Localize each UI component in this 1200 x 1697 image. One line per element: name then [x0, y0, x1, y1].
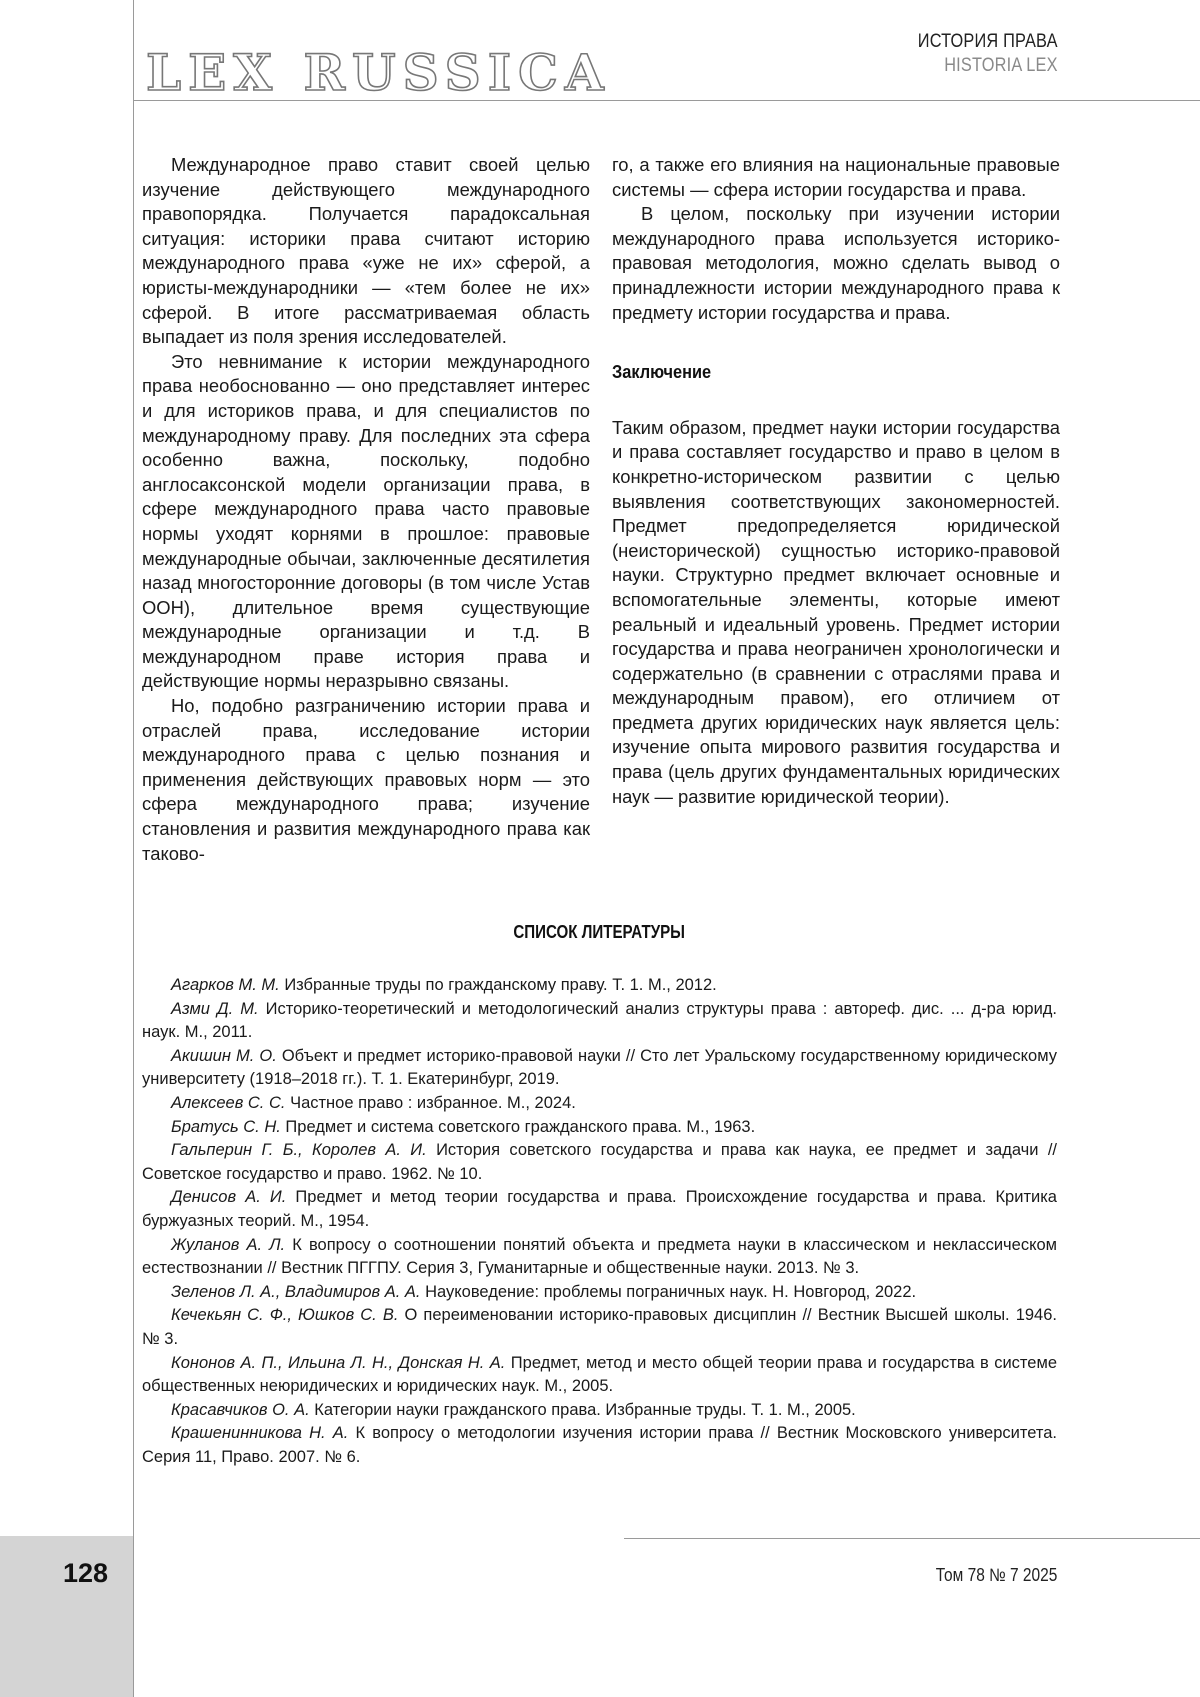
- reference-text: Избранные труды по гражданскому праву. Т. 1. М., 2012.: [284, 976, 717, 994]
- reference-authors: Акишин М. О.: [171, 1046, 277, 1065]
- reference-text: Частное право : избранное. М., 2024.: [290, 1093, 576, 1112]
- right-column: [612, 153, 1060, 809]
- reference-authors: Азми Д. М.: [171, 999, 259, 1018]
- reference-authors: Кечекьян С. Ф., Юшков С. В.: [171, 1306, 399, 1325]
- conclusion-heading: Заключение: [612, 361, 712, 383]
- reference-authors: Кононов А. П., Ильина Л. Н., Донская Н. А.: [171, 1353, 506, 1372]
- reference-text: Объект и предмет историко-правовой науки // Сто лет Уральскому государственному юридическому университету (1918–2018 гг.). Т. 1. Екатеринбург, 2019.: [142, 1046, 1058, 1089]
- running-header: [918, 30, 1058, 78]
- references-list: [142, 974, 1057, 1469]
- reference-item: [142, 1399, 1057, 1423]
- reference-item: [142, 1116, 1057, 1140]
- reference-item: [142, 1281, 1057, 1305]
- reference-item: [142, 1045, 1057, 1092]
- references-title-text: СПИСОК ЛИТЕРАТУРЫ: [513, 922, 686, 942]
- page-number: 128: [63, 1558, 109, 1588]
- reference-item: [142, 1304, 1057, 1351]
- reference-authors: Братусь С. Н.: [171, 1117, 281, 1136]
- journal-issue: Том 78 № 7 2025: [935, 1565, 1057, 1585]
- reference-authors: Жуланов А. Л.: [171, 1235, 286, 1254]
- reference-authors: Гальперин Г. Б., Королев А. И.: [171, 1141, 427, 1160]
- reference-text: Категории науки гражданского права. Избранные труды. Т. 1. М., 2005.: [314, 1400, 856, 1419]
- reference-text: Науковедение: проблемы пограничных наук. Н. Новгород, 2022.: [425, 1282, 917, 1301]
- body-paragraph: В целом, поскольку при изучении истории международного права используется историко-правовая методология, можно сделать вывод о принадлежности истории международного права к предмету истории государства и права.: [612, 203, 1060, 323]
- body-paragraph: Это невнимание к истории международного права необоснованно — оно представляет интерес и для историков права, и для специалистов по международному праву. Для последних эта сфера особенно важна, поскольку, подобно англосаксонской модели организации права, в сфере международного права часто правовые нормы уходят корнями в прошлое: правовые международные обычаи, заключенные десятилетия назад многосторонние договоры (в том числе Устав ООН), длительное время существующие международные организации и т.д. В международном праве история права и действующие нормы неразрывно связаны.: [142, 350, 590, 692]
- reference-text: К вопросу о методологии изучения истории права // Вестник Московского университета. Серия 11, Право. 2007. № 6.: [142, 1424, 1057, 1466]
- body-paragraph-continuation: го, а также его влияния на национальные правовые системы — сфера истории государства и права.: [612, 154, 1060, 200]
- body-paragraph: Международное право ставит своей целью изучение действующего международного правопорядка. Получается парадоксальная ситуация: историки права считают историю международного права «уже не их» сферой, а юристы-международники — «тем более не их» сферой. В итоге рассматриваемая область выпадает из поля зрения исследователей.: [142, 154, 590, 348]
- references-title: [142, 922, 1057, 943]
- reference-authors: Агарков М. М.: [171, 976, 280, 994]
- left-margin-strip: [0, 0, 134, 1697]
- reference-text: Историко-теоретический и методологический анализ структуры права : автореф. дис. ... д-ра юрид. наук. М., 2011.: [142, 999, 1057, 1042]
- reference-item: [142, 1352, 1057, 1399]
- conclusion-paragraph: Таким образом, предмет науки истории государства и права составляет государство и право в целом в конкретно-историческом развитии с целью выявления соответствующих закономерностей. Предмет предопределяется юридической (неисторической) сущностью историко-правовой науки. Структурно предмет включает основные и вспомогательные элементы, которые имеют реальный и идеальный уровень. Предмет истории государства и права неограничен хронологически и содержательно (в сравнении с отраслями права и международным правом), его отличием от предмета других юридических наук является цель: изучение опыта мирового развития государства и права (цель других фундаментальных юридических наук — развитие юридической теории).: [612, 416, 1060, 807]
- reference-authors: Крашенинникова Н. А.: [171, 1424, 349, 1443]
- reference-item: [142, 1092, 1057, 1116]
- reference-authors: Красавчиков О. А.: [171, 1400, 310, 1419]
- section-title-latin: HISTORIA LEX: [944, 55, 1058, 76]
- reference-text: Предмет и метод теории государства и права. Происхождение государства и права. Критика буржуазных теорий. М., 1954.: [142, 1188, 1057, 1230]
- body-paragraph: Но, подобно разграничению истории права и отраслей права, исследование истории международного права с целью познания и применения действующих правовых норм — это сфера международного права; изучение становления и развития международного права как таково-: [142, 695, 590, 864]
- reference-item: [142, 1422, 1057, 1469]
- reference-text: О переименовании историко-правовых дисциплин // Вестник Высшей школы. 1946. № 3.: [142, 1306, 1057, 1348]
- journal-logo: LEX RUSSICA: [146, 43, 611, 102]
- reference-item: [142, 1234, 1057, 1281]
- reference-authors: Денисов А. И.: [171, 1188, 287, 1207]
- reference-authors: Алексеев С. С.: [171, 1093, 286, 1112]
- reference-text: История советского государства и права как наука, ее предмет и задачи // Советское государство и право. 1962. № 10.: [142, 1141, 1057, 1183]
- reference-item: [142, 974, 1057, 998]
- reference-item: [142, 1186, 1057, 1233]
- reference-text: Предмет, метод и место общей теории права и государства в системе общественных неюридических и юридических наук. М., 2005.: [142, 1353, 1057, 1396]
- reference-text: К вопросу о соотношении понятий объекта и предмета науки в классическом и неклассическом естествознании // Вестник ПГГПУ. Серия 3, Гуманитарные и общественные науки. 2013. № 3.: [142, 1235, 1057, 1278]
- left-column: [142, 153, 590, 866]
- reference-item: [142, 1139, 1057, 1186]
- section-title: ИСТОРИЯ ПРАВА: [918, 31, 1058, 52]
- reference-authors: Зеленов Л. А., Владимиров А. А.: [171, 1282, 421, 1301]
- footer-divider: [624, 1538, 1200, 1539]
- reference-text: Предмет и система советского гражданского права. М., 1963.: [285, 1117, 756, 1136]
- reference-item: [142, 998, 1057, 1045]
